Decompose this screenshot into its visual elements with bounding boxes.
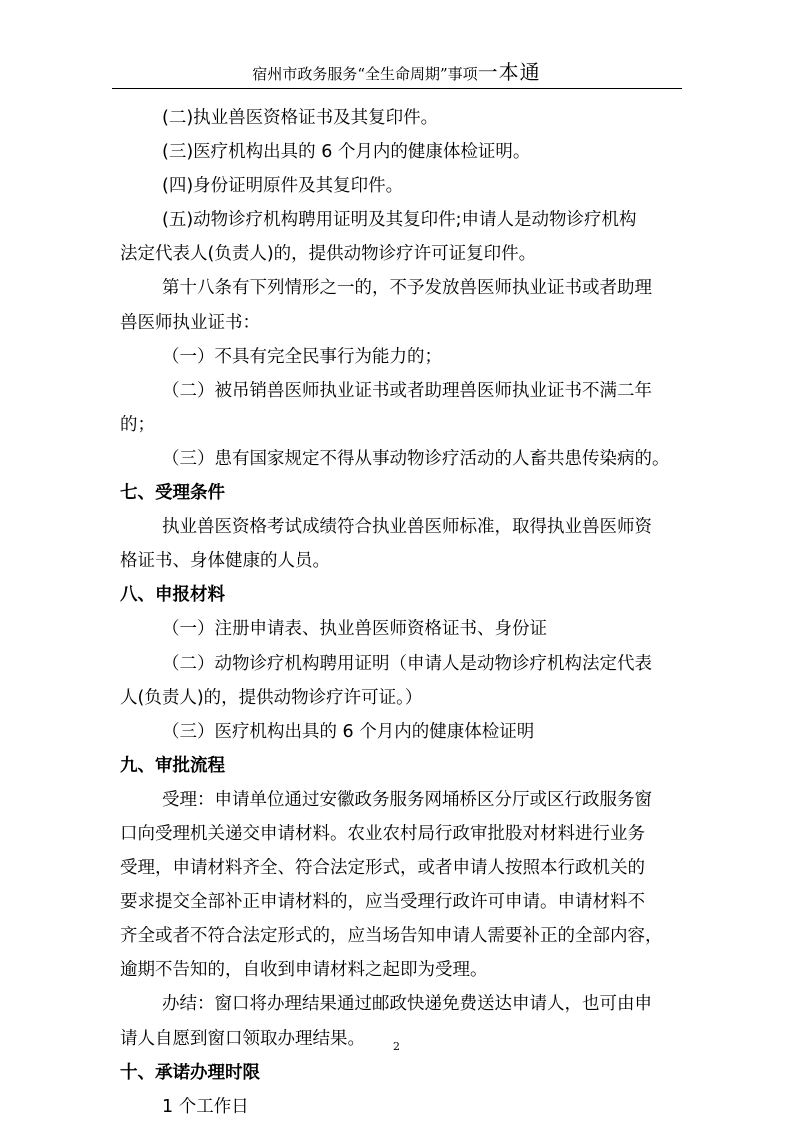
text-line: 口向受理机关递交申请材料。农业农村局行政审批股对材料进行业务 [120,823,645,844]
running-header [0,62,793,84]
section-heading: 七、受理条件 [120,483,225,504]
text-line: 人(负责人)的，提供动物诊疗许可证。） [120,687,423,708]
running-header-tail: 一本通 [477,60,541,84]
text-line: 兽医师执业证书： [120,312,260,333]
text-line: 受理，申请材料齐全、符合法定形式，或者申请人按照本行政机关的 [120,858,645,879]
text-line: （三）医疗机构出具的 6 个月内的健康体检证明 [162,721,535,742]
text-line: 第十八条有下列情形之一的，不予发放兽医师执业证书或者助理 [162,278,652,299]
text-line: （二）被吊销兽医师执业证书或者助理兽医师执业证书不满二年 [162,380,652,401]
text-line: 要求提交全部补正申请材料的，应当受理行政许可申请。申请材料不 [120,892,645,913]
section-heading: 九、审批流程 [120,755,225,776]
text-line: 齐全或者不符合法定形式的，应当场告知申请人需要补正的全部内容， [120,926,663,947]
text-line: （一）不具有完全民事行为能力的； [162,346,442,367]
text-line: (四)身份证明原件及其复印件。 [162,176,404,197]
page-number: 2 [393,1040,400,1053]
text-line: （三）患有国家规定不得从事动物诊疗活动的人畜共患传染病的。 [162,448,670,469]
text-line: 办结：窗口将办理结果通过邮政快递免费送达申请人，也可由申 [162,994,652,1015]
text-line: 受理：申请单位通过安徽政务服务网埇桥区分厅或区行政服务窗 [162,789,652,810]
header-rule [112,88,682,89]
text-line: 执业兽医资格考试成绩符合执业兽医师标准，取得执业兽医师资 [162,517,652,538]
text-line: （二）动物诊疗机构聘用证明（申请人是动物诊疗机构法定代表 [162,653,652,674]
text-line: （一）注册申请表、执业兽医师资格证书、身份证 [162,619,547,640]
text-line: 请人自愿到窗口领取办理结果。 [120,1028,365,1049]
text-line: 的； [120,414,155,435]
text-line: (五)动物诊疗机构聘用证明及其复印件;申请人是动物诊疗机构 [162,210,637,231]
text-line: 法定代表人(负责人)的，提供动物诊疗许可证复印件。 [120,244,537,265]
text-line: 1 个工作日 [162,1096,249,1117]
text-line: 格证书、身体健康的人员。 [120,551,330,572]
section-heading: 八、申报材料 [120,585,225,606]
text-line: 逾期不告知的，自收到申请材料之起即为受理。 [120,960,488,981]
text-line: (二)执业兽医资格证书及其复印件。 [162,108,439,128]
document-body [120,101,690,1124]
section-heading: 十、承诺办理时限 [120,1062,260,1083]
text-line: (三)医疗机构出具的 6 个月内的健康体检证明。 [162,142,531,163]
running-header-text: 宿州市政务服务“全生命周期”事项 [252,65,478,83]
